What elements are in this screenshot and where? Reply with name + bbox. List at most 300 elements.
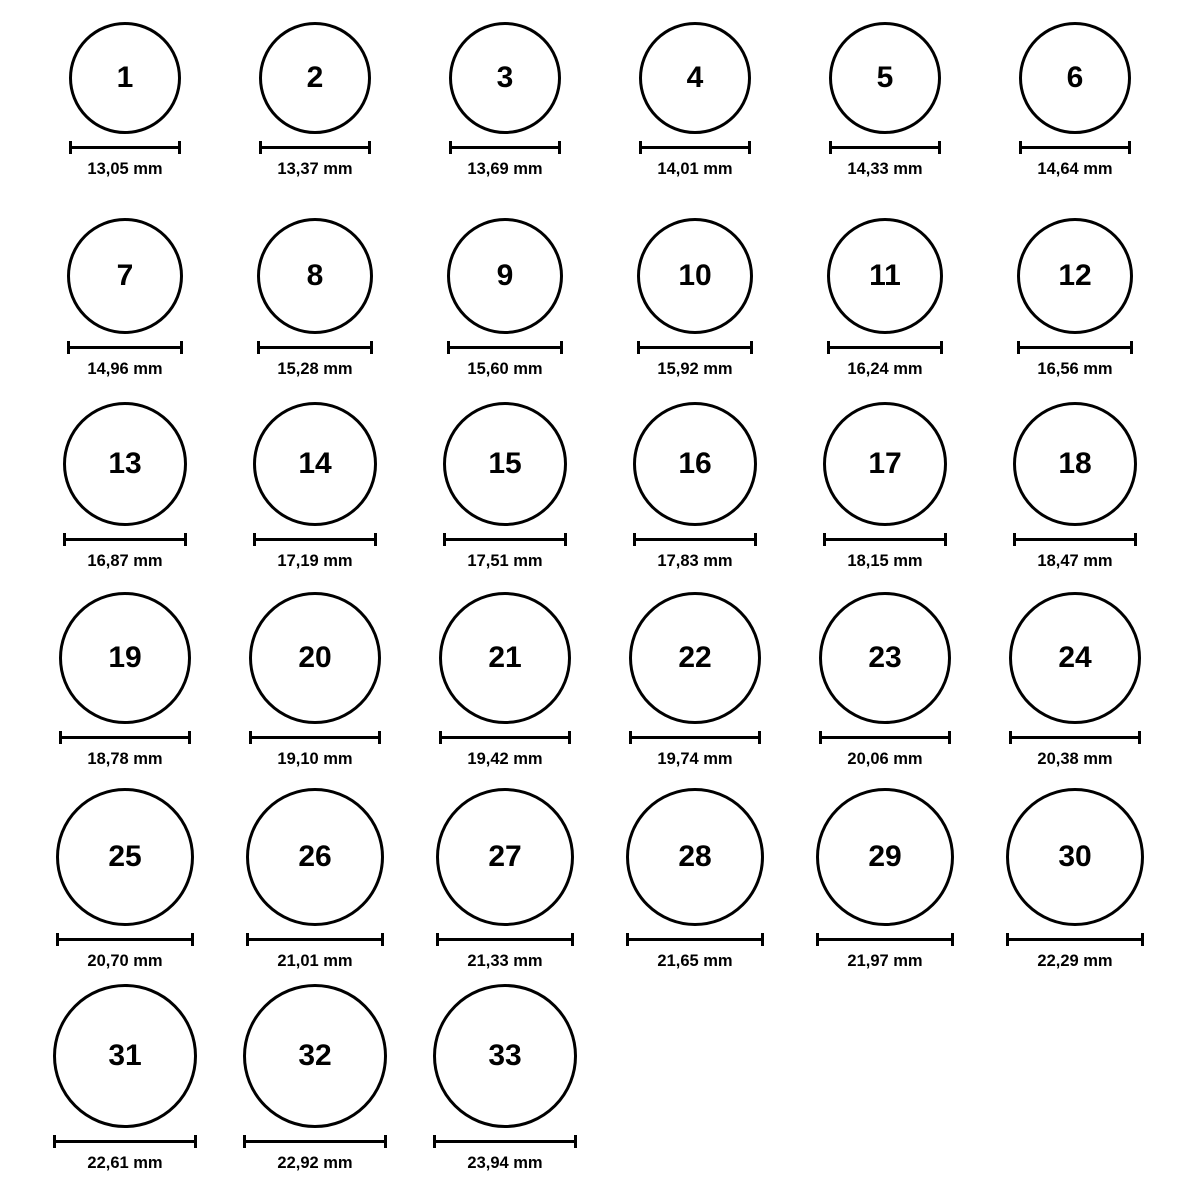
ring-circle-wrap: [439, 592, 571, 724]
ring-diameter-label: 15,92 mm: [657, 360, 733, 378]
ring-circle-wrap: [249, 592, 381, 724]
ring-circle-icon: [56, 788, 194, 926]
ring-circle-icon: [443, 402, 567, 526]
ring-circle-wrap: [56, 788, 194, 926]
ring-diameter-label: 15,60 mm: [467, 360, 543, 378]
measure-bar-icon: [69, 141, 181, 153]
ring-diameter-label: 17,19 mm: [277, 552, 353, 570]
measure-cap-left: [637, 341, 640, 354]
measure-bar-line: [1013, 538, 1137, 541]
ring-size-number: 2: [306, 61, 324, 94]
ring-diameter-label: 20,38 mm: [1037, 750, 1113, 768]
measure-bar-icon: [443, 533, 567, 545]
ring-circle-wrap: [1013, 402, 1137, 526]
ring-size-row: [30, 788, 1170, 984]
ring-size-cell[interactable]: [980, 22, 1170, 178]
measure-cap-left: [53, 1135, 56, 1148]
ring-circle-wrap: [67, 218, 183, 334]
ring-circle-icon: [1019, 22, 1131, 134]
ring-size-number: 30: [1058, 840, 1092, 873]
measure-cap-left: [629, 731, 632, 744]
ring-circle-wrap: [1019, 22, 1131, 134]
ring-diameter-label: 13,05 mm: [87, 160, 163, 178]
ring-circle-icon: [63, 402, 187, 526]
ring-circle-icon: [1017, 218, 1133, 334]
ring-size-cell[interactable]: [220, 218, 410, 378]
ring-circle-wrap: [443, 402, 567, 526]
ring-size-number: 18: [1058, 447, 1092, 480]
ring-size-number: 20: [298, 641, 332, 674]
ring-size-number: 1: [116, 61, 134, 94]
measure-bar-line: [823, 538, 947, 541]
measure-cap-right: [564, 533, 567, 546]
measure-bar-line: [1006, 938, 1144, 941]
ring-diameter-label: 14,01 mm: [657, 160, 733, 178]
ring-size-cell[interactable]: [30, 402, 220, 570]
ring-circle-wrap: [53, 984, 197, 1128]
measure-bar-line: [829, 146, 941, 149]
ring-diameter-label: 21,01 mm: [277, 952, 353, 970]
measure-bar-icon: [637, 341, 753, 353]
ring-size-row: [30, 402, 1170, 592]
measure-cap-left: [1019, 141, 1022, 154]
ring-size-cell[interactable]: [600, 402, 790, 570]
measure-cap-left: [829, 141, 832, 154]
ring-size-number: 10: [678, 259, 712, 292]
ring-size-row: [30, 984, 1170, 1180]
measure-bar-icon: [829, 141, 941, 153]
ring-size-cell[interactable]: [790, 218, 980, 378]
measure-bar-icon: [633, 533, 757, 545]
ring-circle-wrap: [69, 22, 181, 134]
ring-size-number: 23: [868, 641, 902, 674]
ring-size-cell[interactable]: [410, 592, 600, 768]
ring-size-cell[interactable]: [600, 22, 790, 178]
measure-cap-right: [368, 141, 371, 154]
measure-cap-left: [253, 533, 256, 546]
ring-size-cell[interactable]: [30, 592, 220, 768]
ring-diameter-label: 18,78 mm: [87, 750, 163, 768]
ring-diameter-label: 22,61 mm: [87, 1154, 163, 1172]
measure-cap-left: [1006, 933, 1009, 946]
ring-diameter-label: 21,65 mm: [657, 952, 733, 970]
ring-size-cell[interactable]: [600, 788, 790, 970]
ring-size-row: [30, 218, 1170, 402]
ring-size-cell[interactable]: [220, 22, 410, 178]
measure-bar-line: [443, 538, 567, 541]
ring-size-number: 5: [876, 61, 894, 94]
measure-cap-right: [188, 731, 191, 744]
ring-circle-wrap: [629, 592, 761, 724]
ring-circle-icon: [639, 22, 751, 134]
ring-circle-icon: [59, 592, 191, 724]
ring-size-cell[interactable]: [30, 22, 220, 178]
measure-cap-left: [639, 141, 642, 154]
measure-cap-left: [69, 141, 72, 154]
ring-size-number: 8: [306, 259, 324, 292]
ring-circle-wrap: [827, 218, 943, 334]
measure-bar-icon: [816, 933, 954, 945]
ring-circle-wrap: [259, 22, 371, 134]
measure-cap-left: [626, 933, 629, 946]
ring-diameter-label: 21,33 mm: [467, 952, 543, 970]
measure-bar-icon: [447, 341, 563, 353]
ring-size-number: 14: [298, 447, 332, 480]
measure-cap-left: [449, 141, 452, 154]
ring-size-number: 19: [108, 641, 142, 674]
ring-size-number: 17: [868, 447, 902, 480]
ring-size-cell[interactable]: [790, 402, 980, 570]
ring-size-cell[interactable]: [790, 788, 980, 970]
measure-bar-icon: [436, 933, 574, 945]
ring-size-number: 21: [488, 641, 522, 674]
ring-circle-icon: [1013, 402, 1137, 526]
measure-cap-right: [574, 1135, 577, 1148]
ring-size-number: 15: [488, 447, 522, 480]
measure-bar-line: [629, 736, 761, 739]
measure-cap-left: [819, 731, 822, 744]
ring-circle-wrap: [253, 402, 377, 526]
ring-circle-wrap: [626, 788, 764, 926]
measure-bar-line: [53, 1140, 197, 1143]
ring-diameter-label: 22,92 mm: [277, 1154, 353, 1172]
ring-size-cell[interactable]: [220, 592, 410, 768]
ring-diameter-label: 19,74 mm: [657, 750, 733, 768]
measure-cap-right: [1128, 141, 1131, 154]
measure-cap-right: [184, 533, 187, 546]
ring-size-row: [30, 592, 1170, 788]
ring-diameter-label: 22,29 mm: [1037, 952, 1113, 970]
measure-bar-line: [637, 346, 753, 349]
measure-bar-icon: [1006, 933, 1144, 945]
ring-size-number: 3: [496, 61, 514, 94]
ring-size-number: 16: [678, 447, 712, 480]
ring-circle-icon: [819, 592, 951, 724]
measure-cap-left: [1013, 533, 1016, 546]
measure-cap-right: [178, 141, 181, 154]
ring-circle-icon: [259, 22, 371, 134]
ring-circle-wrap: [436, 788, 574, 926]
ring-diameter-label: 19,42 mm: [467, 750, 543, 768]
measure-bar-icon: [449, 141, 561, 153]
measure-cap-left: [243, 1135, 246, 1148]
measure-bar-line: [253, 538, 377, 541]
measure-cap-left: [259, 141, 262, 154]
measure-cap-right: [750, 341, 753, 354]
measure-cap-left: [63, 533, 66, 546]
measure-cap-right: [748, 141, 751, 154]
ring-circle-wrap: [1006, 788, 1144, 926]
ring-circle-wrap: [823, 402, 947, 526]
measure-bar-line: [249, 736, 381, 739]
measure-cap-right: [191, 933, 194, 946]
measure-bar-line: [633, 538, 757, 541]
ring-circle-icon: [433, 984, 577, 1128]
measure-bar-line: [816, 938, 954, 941]
measure-bar-icon: [819, 731, 951, 743]
measure-cap-left: [433, 1135, 436, 1148]
ring-circle-wrap: [243, 984, 387, 1128]
measure-cap-right: [571, 933, 574, 946]
measure-cap-left: [447, 341, 450, 354]
ring-size-number: 7: [116, 259, 134, 292]
measure-bar-icon: [827, 341, 943, 353]
measure-cap-right: [374, 533, 377, 546]
measure-cap-right: [194, 1135, 197, 1148]
measure-bar-icon: [626, 933, 764, 945]
ring-diameter-label: 18,47 mm: [1037, 552, 1113, 570]
measure-cap-right: [948, 731, 951, 744]
measure-bar-icon: [823, 533, 947, 545]
ring-circle-wrap: [63, 402, 187, 526]
ring-size-cell[interactable]: [410, 22, 600, 178]
measure-bar-line: [69, 146, 181, 149]
measure-bar-icon: [1019, 141, 1131, 153]
ring-circle-wrap: [447, 218, 563, 334]
measure-bar-icon: [56, 933, 194, 945]
ring-diameter-label: 14,64 mm: [1037, 160, 1113, 178]
ring-diameter-label: 14,33 mm: [847, 160, 923, 178]
measure-cap-left: [436, 933, 439, 946]
ring-diameter-label: 13,37 mm: [277, 160, 353, 178]
measure-bar-icon: [257, 341, 373, 353]
measure-cap-right: [761, 933, 764, 946]
ring-circle-wrap: [1009, 592, 1141, 724]
measure-bar-line: [436, 938, 574, 941]
ring-circle-wrap: [633, 402, 757, 526]
measure-cap-right: [180, 341, 183, 354]
measure-cap-right: [370, 341, 373, 354]
ring-diameter-label: 16,56 mm: [1037, 360, 1113, 378]
ring-circle-wrap: [246, 788, 384, 926]
measure-bar-icon: [433, 1135, 577, 1147]
ring-circle-wrap: [639, 22, 751, 134]
ring-circle-wrap: [449, 22, 561, 134]
measure-bar-icon: [1013, 533, 1137, 545]
measure-bar-icon: [53, 1135, 197, 1147]
ring-size-cell[interactable]: [30, 218, 220, 378]
measure-bar-line: [626, 938, 764, 941]
ring-diameter-label: 18,15 mm: [847, 552, 923, 570]
ring-circle-icon: [827, 218, 943, 334]
ring-diameter-label: 19,10 mm: [277, 750, 353, 768]
ring-size-number: 11: [869, 259, 901, 292]
ring-size-number: 22: [678, 641, 712, 674]
ring-diameter-label: 17,83 mm: [657, 552, 733, 570]
measure-bar-line: [259, 146, 371, 149]
measure-cap-right: [944, 533, 947, 546]
measure-bar-icon: [1017, 341, 1133, 353]
measure-bar-line: [63, 538, 187, 541]
ring-circle-icon: [633, 402, 757, 526]
measure-cap-left: [443, 533, 446, 546]
measure-cap-left: [1009, 731, 1012, 744]
ring-size-cell[interactable]: [220, 402, 410, 570]
ring-size-number: 31: [108, 1039, 142, 1072]
ring-circle-icon: [249, 592, 381, 724]
ring-size-row: [30, 22, 1170, 218]
ring-circle-icon: [53, 984, 197, 1128]
measure-cap-right: [378, 731, 381, 744]
ring-diameter-label: 20,70 mm: [87, 952, 163, 970]
measure-bar-line: [819, 736, 951, 739]
measure-cap-left: [823, 533, 826, 546]
ring-circle-icon: [243, 984, 387, 1128]
measure-cap-right: [381, 933, 384, 946]
measure-cap-left: [827, 341, 830, 354]
measure-cap-left: [59, 731, 62, 744]
measure-cap-right: [1141, 933, 1144, 946]
ring-size-number: 4: [686, 61, 704, 94]
measure-bar-line: [1009, 736, 1141, 739]
measure-bar-line: [639, 146, 751, 149]
ring-size-number: 13: [108, 447, 142, 480]
ring-size-number: 32: [298, 1039, 332, 1072]
measure-cap-right: [1134, 533, 1137, 546]
measure-bar-line: [433, 1140, 577, 1143]
ring-circle-icon: [829, 22, 941, 134]
measure-bar-line: [67, 346, 183, 349]
measure-cap-right: [938, 141, 941, 154]
ring-size-number: 12: [1058, 259, 1092, 292]
measure-cap-right: [758, 731, 761, 744]
ring-size-number: 26: [298, 840, 332, 873]
ring-size-cell[interactable]: [410, 218, 600, 378]
measure-bar-icon: [59, 731, 191, 743]
measure-cap-left: [249, 731, 252, 744]
ring-size-number: 28: [678, 840, 712, 873]
ring-circle-icon: [69, 22, 181, 134]
ring-size-cell[interactable]: [30, 788, 220, 970]
ring-circle-icon: [823, 402, 947, 526]
ring-circle-icon: [67, 218, 183, 334]
ring-circle-icon: [439, 592, 571, 724]
ring-circle-icon: [257, 218, 373, 334]
measure-bar-line: [56, 938, 194, 941]
measure-cap-right: [1138, 731, 1141, 744]
ring-circle-icon: [253, 402, 377, 526]
measure-bar-icon: [63, 533, 187, 545]
measure-bar-line: [246, 938, 384, 941]
ring-circle-icon: [629, 592, 761, 724]
measure-bar-icon: [259, 141, 371, 153]
measure-cap-right: [940, 341, 943, 354]
ring-size-number: 9: [496, 259, 514, 292]
ring-size-cell[interactable]: [980, 218, 1170, 378]
ring-diameter-label: 16,24 mm: [847, 360, 923, 378]
measure-bar-icon: [246, 933, 384, 945]
ring-size-cell[interactable]: [980, 402, 1170, 570]
ring-size-cell[interactable]: [30, 984, 220, 1172]
ring-size-cell[interactable]: [790, 592, 980, 768]
ring-size-cell[interactable]: [790, 22, 980, 178]
ring-size-number: 24: [1058, 641, 1092, 674]
measure-bar-icon: [1009, 731, 1141, 743]
ring-diameter-label: 20,06 mm: [847, 750, 923, 768]
ring-circle-icon: [436, 788, 574, 926]
ring-size-cell[interactable]: [980, 788, 1170, 970]
ring-size-cell[interactable]: [220, 788, 410, 970]
ring-size-cell[interactable]: [410, 788, 600, 970]
ring-diameter-label: 15,28 mm: [277, 360, 353, 378]
ring-size-cell[interactable]: [410, 984, 600, 1172]
measure-bar-line: [257, 346, 373, 349]
measure-cap-right: [754, 533, 757, 546]
ring-circle-wrap: [433, 984, 577, 1128]
measure-cap-right: [558, 141, 561, 154]
measure-bar-line: [827, 346, 943, 349]
measure-cap-right: [1130, 341, 1133, 354]
ring-circle-wrap: [816, 788, 954, 926]
ring-size-number: 29: [868, 840, 902, 873]
ring-size-number: 33: [488, 1039, 522, 1072]
ring-size-number: 27: [488, 840, 522, 873]
measure-cap-right: [951, 933, 954, 946]
ring-size-cell[interactable]: [220, 984, 410, 1172]
ring-diameter-label: 13,69 mm: [467, 160, 543, 178]
ring-size-number: 6: [1066, 61, 1084, 94]
measure-cap-left: [816, 933, 819, 946]
measure-bar-line: [447, 346, 563, 349]
ring-diameter-label: 16,87 mm: [87, 552, 163, 570]
ring-circle-wrap: [829, 22, 941, 134]
ring-size-cell[interactable]: [600, 218, 790, 378]
measure-bar-icon: [249, 731, 381, 743]
measure-cap-right: [568, 731, 571, 744]
measure-bar-icon: [629, 731, 761, 743]
ring-size-cell[interactable]: [980, 592, 1170, 768]
ring-diameter-label: 21,97 mm: [847, 952, 923, 970]
ring-diameter-label: 23,94 mm: [467, 1154, 543, 1172]
measure-bar-line: [439, 736, 571, 739]
measure-bar-line: [1019, 146, 1131, 149]
measure-cap-left: [439, 731, 442, 744]
measure-bar-line: [59, 736, 191, 739]
ring-size-cell[interactable]: [600, 592, 790, 768]
ring-circle-icon: [1009, 592, 1141, 724]
ring-circle-wrap: [1017, 218, 1133, 334]
ring-circle-wrap: [637, 218, 753, 334]
ring-circle-icon: [246, 788, 384, 926]
measure-bar-icon: [67, 341, 183, 353]
ring-circle-wrap: [819, 592, 951, 724]
ring-circle-icon: [449, 22, 561, 134]
measure-bar-line: [1017, 346, 1133, 349]
ring-circle-icon: [626, 788, 764, 926]
measure-cap-left: [257, 341, 260, 354]
measure-cap-right: [560, 341, 563, 354]
measure-cap-left: [1017, 341, 1020, 354]
measure-bar-icon: [639, 141, 751, 153]
measure-bar-icon: [243, 1135, 387, 1147]
ring-circle-icon: [1006, 788, 1144, 926]
measure-bar-icon: [253, 533, 377, 545]
ring-size-cell[interactable]: [410, 402, 600, 570]
ring-circle-icon: [816, 788, 954, 926]
ring-diameter-label: 14,96 mm: [87, 360, 163, 378]
measure-cap-right: [384, 1135, 387, 1148]
ring-size-number: 25: [108, 840, 142, 873]
ring-circle-wrap: [257, 218, 373, 334]
ring-diameter-label: 17,51 mm: [467, 552, 543, 570]
ring-circle-icon: [447, 218, 563, 334]
ring-circle-icon: [637, 218, 753, 334]
measure-cap-left: [246, 933, 249, 946]
measure-cap-left: [56, 933, 59, 946]
measure-cap-left: [633, 533, 636, 546]
measure-cap-left: [67, 341, 70, 354]
measure-bar-icon: [439, 731, 571, 743]
